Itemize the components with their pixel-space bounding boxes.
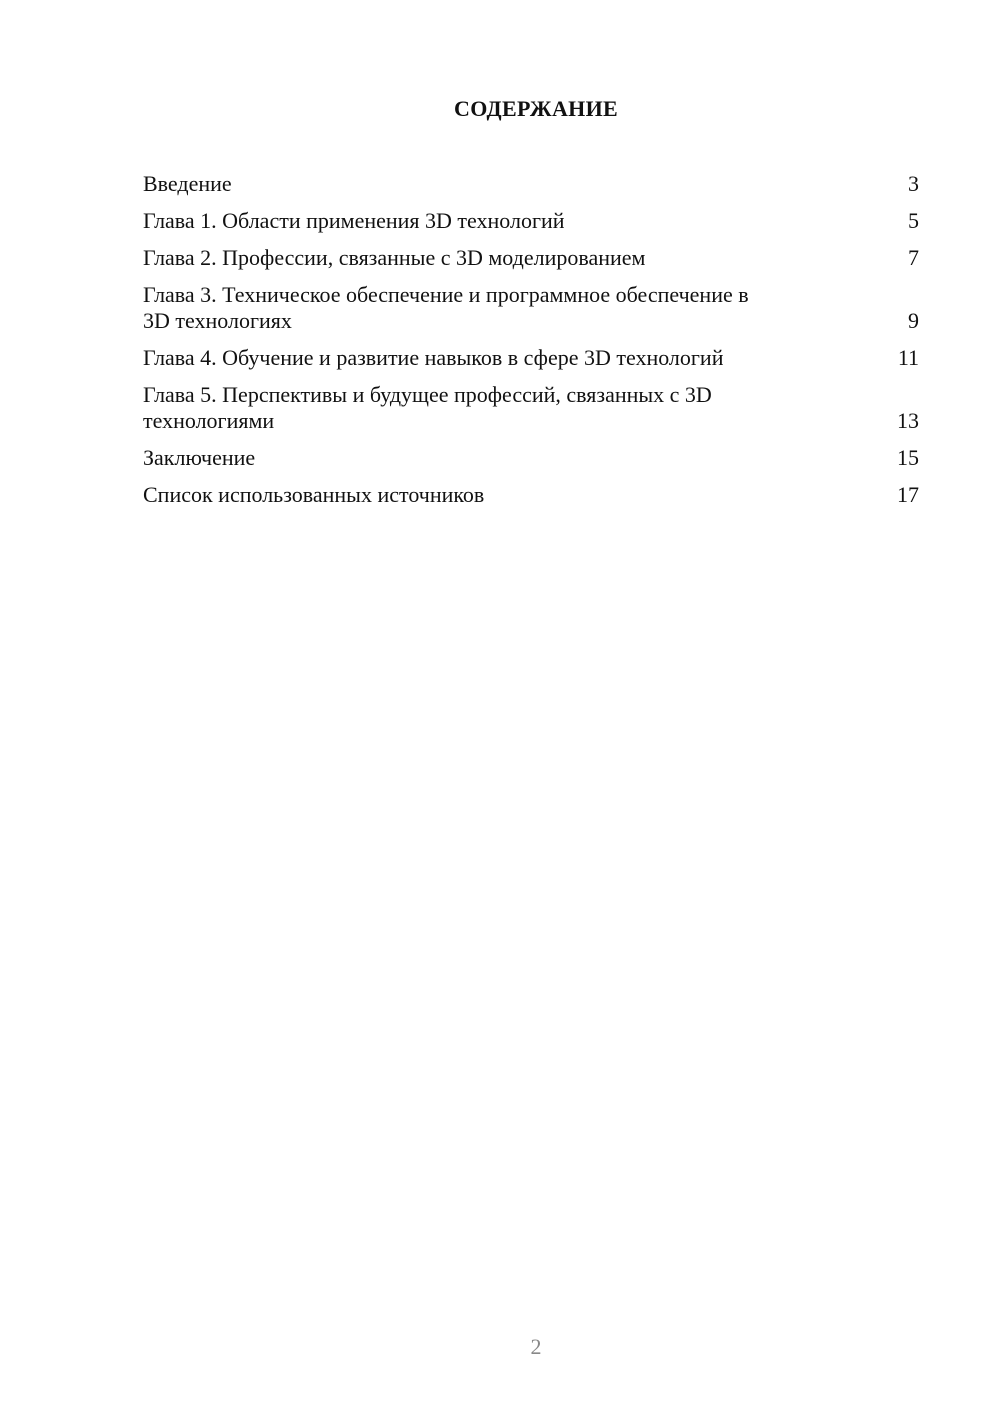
toc-entry-introduction [143,171,919,197]
toc-entry-text [143,245,833,271]
toc-entry-line: Введение [143,171,232,196]
toc-entry-references [143,482,919,508]
toc-page-number: 5 [908,208,919,233]
toc-entry-text [143,345,833,371]
toc-entry-line: технологиями [143,408,275,433]
toc-entry-text [143,482,833,508]
toc-entry-line: Глава 1. Области применения 3D технологий [143,208,565,233]
toc-page-number: 15 [897,445,919,470]
toc-entry-chapter-5 [143,382,919,434]
toc-entry-line: Заключение [143,445,256,470]
toc-page-number: 7 [908,245,919,270]
toc-entry-text [143,171,833,197]
toc-entry-line: 3D технологиях [143,308,292,333]
toc-entry-line: Глава 5. Перспективы и будущее профессий, связанных с 3D [143,382,712,407]
page-footer-number: 2 [530,1334,542,1359]
table-of-contents [143,171,919,519]
toc-entry-text [143,445,833,471]
toc-entry-chapter-2 [143,245,919,271]
toc-entry-line: Глава 2. Профессии, связанные с 3D моделированием [143,245,646,270]
toc-entry-text [143,208,833,234]
toc-page-number: 11 [897,345,919,370]
toc-entry-chapter-1 [143,208,919,234]
toc-title: СОДЕРЖАНИЕ [454,96,618,121]
toc-page-number: 3 [908,171,919,196]
toc-entry-line: Список использованных источников [143,482,485,507]
toc-entry-chapter-3 [143,282,919,334]
toc-entry-line: Глава 3. Техническое обеспечение и программное обеспечение в [143,282,749,307]
toc-entry-line: Глава 4. Обучение и развитие навыков в сфере 3D технологий [143,345,724,370]
toc-entry-conclusion [143,445,919,471]
toc-page-number: 9 [908,308,919,333]
toc-page-number: 13 [897,408,919,433]
toc-entry-text [143,382,833,434]
toc-entry-chapter-4 [143,345,919,371]
toc-page-number: 17 [897,482,919,507]
toc-entry-text [143,282,833,334]
